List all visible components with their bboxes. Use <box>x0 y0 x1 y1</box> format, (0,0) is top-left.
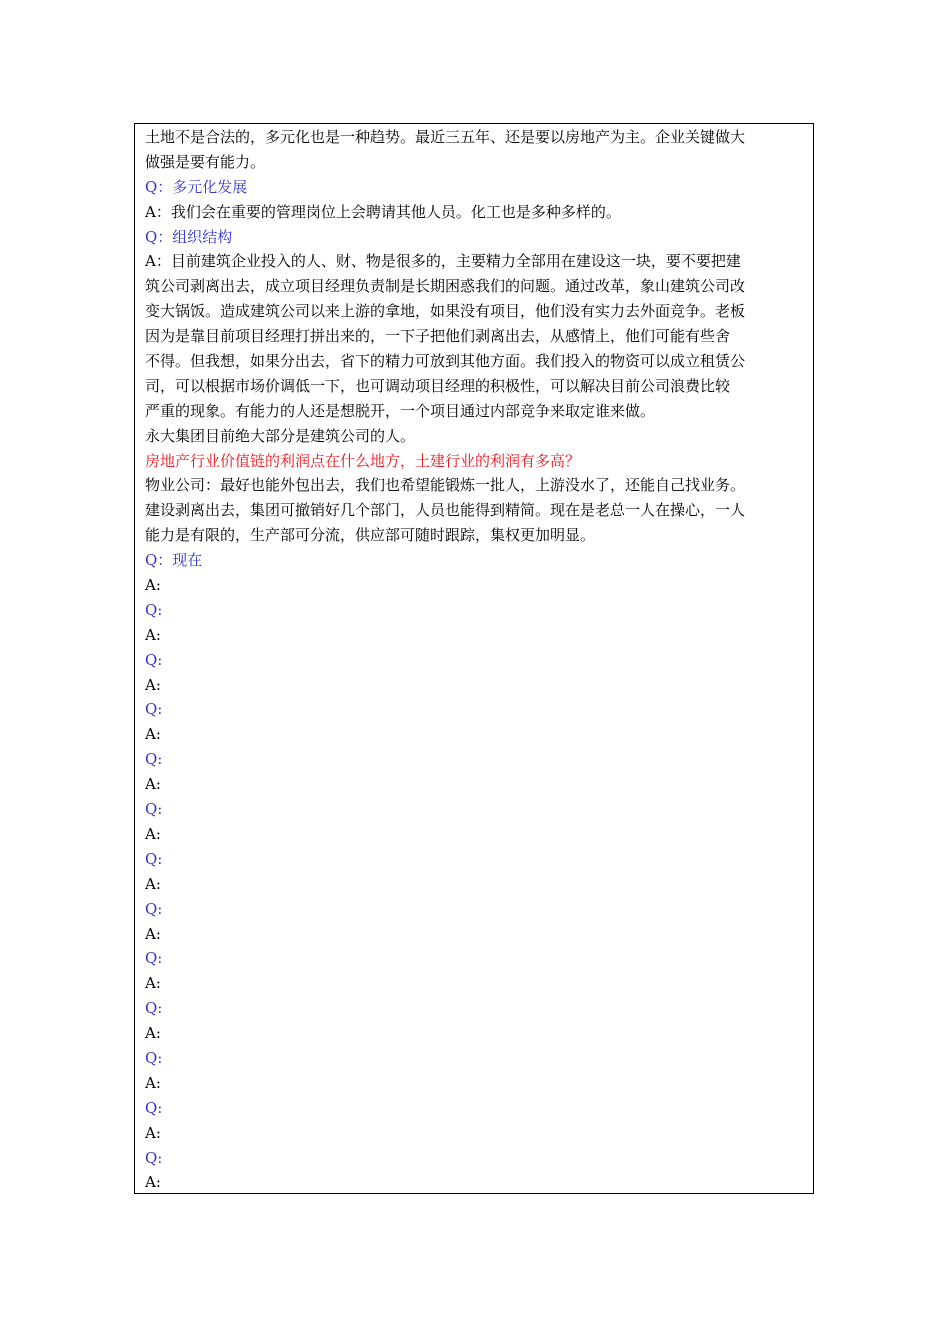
answer-line: A: <box>145 974 161 993</box>
answer-line: 永大集团目前绝大部分是建筑公司的人。 <box>145 426 416 445</box>
answer-line: A：目前建筑企业投入的人、财、物是很多的，主要精力全部用在建设这一块，要不要把建 <box>145 252 741 271</box>
answer-line: A: <box>145 625 161 644</box>
answer-line: 土地不是合法的，多元化也是一种趋势。最近三五年、还是要以房地产为主。企业关键做大 <box>145 128 746 146</box>
answer-line: A：我们会在重要的管理岗位上会聘请其他人员。化工也是多种多样的。 <box>145 202 621 221</box>
answer-line: 做强是要有能力。 <box>145 152 266 171</box>
answer-line: 不得。但我想，如果分出去，省下的精力可放到其他方面。我们投入的物资可以成立租赁公 <box>145 352 746 371</box>
answer-line: 能力是有限的，生产部可分流，供应部可随时跟踪，集权更加明显。 <box>145 526 596 545</box>
question-line: Q：多元化发展 <box>145 177 248 196</box>
question-line: Q: <box>145 949 163 968</box>
answer-line: A: <box>145 1024 161 1043</box>
answer-line: A: <box>145 1123 161 1142</box>
question-line: Q: <box>145 1098 163 1117</box>
answer-line: 建设剥离出去，集团可撤销好几个部门，人员也能得到精简。现在是老总一人在操心，一人 <box>145 501 746 520</box>
answer-line: 司，可以根据市场价调低一下，也可调动项目经理的积极性，可以解决目前公司浪费比较 <box>145 376 731 395</box>
interview-notes-table <box>134 123 814 1194</box>
answer-line: A: <box>145 725 161 744</box>
answer-line: A: <box>145 874 161 893</box>
question-line: Q: <box>145 650 163 669</box>
answer-line: 变大锅饭。造成建筑公司以来上游的拿地，如果没有项目，他们没有实力去外面竞争。老板 <box>145 302 746 321</box>
answer-line: 物业公司：最好也能外包出去，我们也希望能锻炼一批人，上游没水了，还能自己找业务。 <box>145 476 746 495</box>
answer-line: A: <box>145 924 161 943</box>
answer-line: 严重的现象。有能力的人还是想脱开，一个项目通过内部竞争来取定谁来做。 <box>145 401 656 420</box>
question-line: Q: <box>145 899 163 918</box>
answer-line: 筑公司剥离出去，成立项目经理负责制是长期困惑我们的问题。通过改革，象山建筑公司改 <box>145 277 746 296</box>
answer-line: A: <box>145 775 161 794</box>
question-line: Q: <box>145 1148 163 1167</box>
answer-line: A: <box>145 1173 161 1192</box>
answer-line: A: <box>145 675 161 694</box>
interview-notes-content <box>145 125 809 1195</box>
question-line: Q: <box>145 800 163 819</box>
question-line: Q: <box>145 849 163 868</box>
answer-line: A: <box>145 824 161 843</box>
answer-line: 因为是靠目前项目经理打拼出来的，一下子把他们剥离出去，从感情上，他们可能有些舍 <box>145 327 731 346</box>
question-line: Q: <box>145 999 163 1018</box>
highlighted-question-line: 房地产行业价值链的利润点在什么地方，土建行业的利润有多高？ <box>145 451 581 470</box>
question-line: Q：现在 <box>145 551 203 570</box>
question-line: Q：组织结构 <box>145 227 233 246</box>
question-line: Q: <box>145 750 163 769</box>
question-line: Q: <box>145 700 163 719</box>
question-line: Q: <box>145 600 163 619</box>
question-line: Q: <box>145 1048 163 1067</box>
answer-line: A: <box>145 576 161 595</box>
answer-line: A: <box>145 1073 161 1092</box>
